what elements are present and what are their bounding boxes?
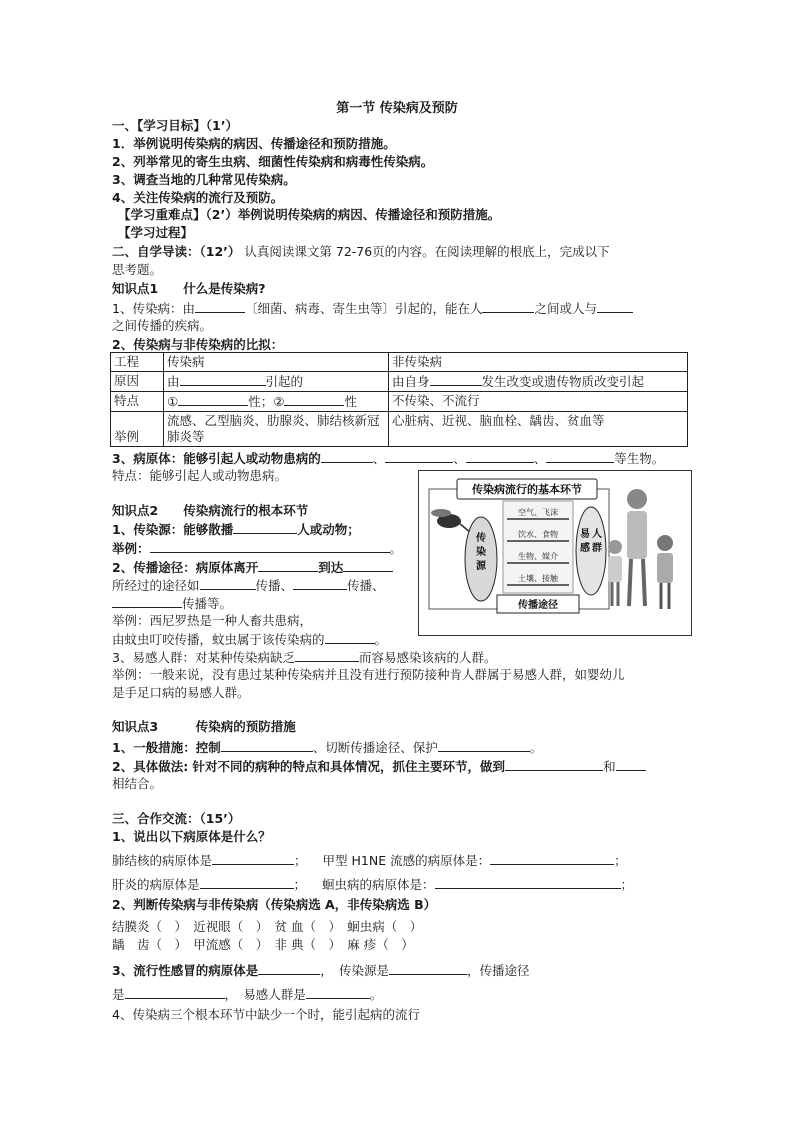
q-text: 肺结核的病原体是 <box>112 853 213 868</box>
q-sep: ； <box>614 853 627 868</box>
s3-q2-row2: 龋 齿（ ） 甲流感（ ） 非 典（ ） 麻 疹（ ） <box>112 937 414 952</box>
blank-field[interactable] <box>112 595 182 608</box>
key-points: 【学习重难点】（2’）举例说明传染病的病因、传播途径和预防措施。 <box>118 207 501 222</box>
blank-field[interactable] <box>200 577 256 590</box>
section-2-intro <box>112 244 610 260</box>
blank-field[interactable] <box>293 577 347 590</box>
table-cell: 不传染、不流行 <box>389 392 688 412</box>
kp1-pathogen-text: 3、病原体：能够引起人或动物患病的 <box>112 451 321 466</box>
blank-field[interactable] <box>616 758 646 771</box>
table-cell <box>164 392 389 412</box>
kp2-line10: 是手足口病的易感人群。 <box>112 685 250 700</box>
blank-field[interactable] <box>438 739 530 752</box>
figure-title: 传染病流行的基本环节 <box>472 483 582 496</box>
blank-field[interactable] <box>258 962 320 975</box>
kp2-line8 <box>112 649 496 666</box>
q-text: 是 <box>112 987 125 1002</box>
kp3-line3: 相结合。 <box>112 776 163 791</box>
section-2-heading: 二、自学导读：（12’） <box>112 244 241 259</box>
s3-q3-row1 <box>112 962 529 979</box>
blank-field[interactable] <box>233 521 297 534</box>
blank-field[interactable] <box>212 852 294 865</box>
kp2-text: 传播等。 <box>182 596 233 611</box>
table-cell <box>164 372 389 392</box>
cell-text: 引起的 <box>265 374 304 389</box>
kp2-text: 。 <box>389 541 403 556</box>
row-label: 原因 <box>111 372 164 392</box>
kp1-heading: 知识点1 什么是传染病? <box>112 281 266 296</box>
blank-field[interactable] <box>490 852 614 865</box>
child-icon <box>657 535 673 551</box>
table-row <box>111 392 688 412</box>
blank-field[interactable] <box>546 450 614 463</box>
kp2-text: 到达 <box>318 560 344 575</box>
q-text: 肝炎的病原体是 <box>112 877 200 892</box>
kp2-line1 <box>112 521 360 538</box>
kp2-text: 。 <box>374 632 388 647</box>
blank-field[interactable] <box>180 373 266 386</box>
kp1-line1 <box>112 300 633 317</box>
table-cell: 心脏病、近视、脑血栓、龋齿、贫血等 <box>389 412 688 447</box>
s3-q2: 2、判断传染病与非传染病（传染病选 A，非传染病选 B） <box>112 897 437 912</box>
blank-field[interactable] <box>178 393 248 406</box>
kp3-text: 。 <box>529 740 543 755</box>
cell-text: 由 <box>167 374 180 389</box>
kp1-text-a: 1、传染病：由 <box>112 301 195 316</box>
blank-field[interactable] <box>258 559 318 572</box>
separator: 、 <box>533 451 547 466</box>
kp1-compare-title: 2、传染病与非传染病的比拟： <box>112 337 284 352</box>
route-item: 土壤、接触 <box>518 574 558 583</box>
kp2-text: 1、传染源：能够散播 <box>112 522 234 537</box>
goal-1: 1．举例说明传染病的病因、传播途径和预防措施。 <box>112 136 396 151</box>
kp3-line1 <box>112 739 542 756</box>
q-text: 蛔虫病的病原体是： <box>322 877 435 892</box>
kp2-text: 所经过的途径如 <box>112 578 200 593</box>
q-sep: ； <box>293 877 307 892</box>
blank-field[interactable] <box>597 300 633 313</box>
row-label: 举例 <box>111 412 164 447</box>
kp2-text: 传播、 <box>347 578 385 593</box>
svg-text:易: 易 <box>580 529 590 540</box>
blank-field[interactable] <box>306 986 370 999</box>
kp1-feature: 特点：能够引起人或动物患病。 <box>112 468 288 483</box>
goal-4: 4、关注传染病的流行及预防。 <box>112 190 284 205</box>
cell-text: 性；② <box>248 394 285 409</box>
kp1-text-b: 〔细菌、病毒、寄生虫等〕引起的，能在人 <box>244 301 483 316</box>
transmission-figure <box>418 470 692 636</box>
kp2-line5 <box>112 595 232 612</box>
q-text: ，传播途径 <box>466 963 530 978</box>
kp2-line4 <box>112 577 385 594</box>
blank-field[interactable] <box>389 962 467 975</box>
kp1-pathogen-line <box>112 450 664 467</box>
svg-text:人: 人 <box>592 529 602 540</box>
s3-q1-row2 <box>112 876 633 893</box>
comparison-table <box>110 352 688 447</box>
kp2-text: 人或动物； <box>297 522 360 537</box>
route-item: 空气、飞沫 <box>518 508 558 517</box>
blank-field[interactable] <box>200 876 294 889</box>
blank-field[interactable] <box>295 649 359 662</box>
kp1-line1-cont: 之间传播的疾病。 <box>112 318 213 333</box>
kp2-line6: 举例：西尼罗热是一种人畜共患病， <box>112 613 313 628</box>
table-row <box>111 372 688 392</box>
kp1-text-c: 之间或人与 <box>534 301 597 316</box>
blank-field[interactable] <box>284 393 344 406</box>
process-heading: 【学习过程】 <box>118 225 194 240</box>
person-icon <box>627 489 647 509</box>
route-item: 生物、媒介 <box>518 552 558 561</box>
s3-q1-row1 <box>112 852 627 869</box>
q-text: 甲型 H1NE 流感的病原体是： <box>322 853 491 868</box>
blank-field[interactable] <box>150 540 390 553</box>
blank-field[interactable] <box>466 450 534 463</box>
svg-text:群: 群 <box>592 543 602 554</box>
source-label-2: 染 <box>476 547 486 558</box>
source-label-3: 源 <box>476 561 486 572</box>
kp2-line7 <box>112 631 387 648</box>
route-label: 传播途径 <box>518 600 558 611</box>
header-cell: 非传染病 <box>389 353 688 372</box>
mosquito-wing <box>431 509 451 517</box>
blank-field[interactable] <box>482 300 534 313</box>
q-text: ， 传染源是 <box>320 963 389 978</box>
blank-field[interactable] <box>195 300 245 313</box>
figure-illustration <box>419 471 691 635</box>
kp2-text: 举例： <box>112 541 150 556</box>
kp3-heading: 知识点3 传染病的预防措施 <box>112 719 296 734</box>
kp3-line2 <box>112 758 646 775</box>
separator: 、 <box>453 451 466 466</box>
q-sep: ； <box>294 853 307 868</box>
table-row <box>111 412 688 447</box>
blank-field[interactable] <box>125 986 225 999</box>
blank-field[interactable] <box>435 876 621 889</box>
table-cell: 流感、乙型脑炎、肋腺炎、肺结核新冠肺炎等 <box>164 412 389 447</box>
cell-text: 发生改变或遗传物质改变引起 <box>481 374 645 389</box>
kp2-text: 3、易感人群：对某种传染病缺乏 <box>112 650 295 665</box>
s3-q2-row1: 结膜炎（ ） 近视眼（ ） 贫 血（ ） 蛔虫病（ ） <box>112 919 423 934</box>
q-sep: ； <box>620 877 634 892</box>
kp3-text: 1、一般措施：控制 <box>112 740 221 755</box>
table-header-row <box>111 353 688 372</box>
section-1-heading: 一、【学习目标】（1’） <box>112 118 238 133</box>
kp3-text: 2、具体做法: 针对不同的病种的特点和具体情况，抓住主要环节，做到 <box>112 759 506 774</box>
q-text: 。 <box>369 987 383 1002</box>
cell-text: 性 <box>344 394 357 409</box>
kp2-text: 2、传播途径：病原体离开 <box>112 560 259 575</box>
kp3-text: 和 <box>603 759 616 774</box>
cell-text: ① <box>167 394 179 409</box>
kp1-pathogen-end: 等生物。 <box>614 451 665 466</box>
section-3-heading: 三、合作交流：（15’） <box>112 811 241 826</box>
page-title: 第一节 传染病及预防 <box>336 101 458 116</box>
blank-field[interactable] <box>430 373 482 386</box>
goal-3: 3、调查当地的几种常见传染病。 <box>112 172 296 187</box>
q-text: ， 易感人群是 <box>224 987 306 1002</box>
svg-text:感: 感 <box>580 543 590 554</box>
header-cell: 工程 <box>111 353 164 372</box>
s3-q3-row2 <box>112 986 382 1003</box>
route-item: 饮水、食物 <box>518 530 558 539</box>
kp2-text: 而容易感染该病的人群。 <box>358 650 497 665</box>
kp3-text: 、切断传播途径、保护 <box>312 740 438 755</box>
blank-field[interactable] <box>385 450 453 463</box>
source-ellipse <box>465 517 497 601</box>
row-label: 特点 <box>111 392 164 412</box>
kp2-text: 由蚊虫叮咬传播，蚊虫属于该传染病的 <box>112 632 325 647</box>
blank-field[interactable] <box>343 559 393 572</box>
kp2-text: 传播、 <box>255 578 294 593</box>
kp2-heading: 知识点2 传染病流行的根本环节 <box>112 503 309 518</box>
kp2-line2 <box>112 540 402 557</box>
source-label-1: 传 <box>476 533 486 544</box>
blank-field[interactable] <box>505 758 603 771</box>
blank-field[interactable] <box>321 450 373 463</box>
s3-q4: 4、传染病三个根本环节中缺少一个时，能引起病的流行 <box>112 1007 420 1022</box>
kp2-line9: 举例：一般来说，没有患过某种传染病并且没有进行预防接种肯人群属于易感人群，如婴幼儿 <box>112 667 625 682</box>
goal-2: 2、列举常见的寄生虫病、细菌性传染病和病毒性传染病。 <box>112 154 434 169</box>
section-2-text: 认真阅读课文第 72-76页的内容。在阅读理解的根底上，完成以下 <box>244 244 610 259</box>
section-2-text-cont: 思考题。 <box>112 262 163 277</box>
separator: 、 <box>372 451 386 466</box>
q-text: 3、流行性感冒的病原体是 <box>112 963 259 978</box>
blank-field[interactable] <box>221 739 313 752</box>
table-cell <box>389 372 688 392</box>
cell-text: 由自身 <box>392 374 430 389</box>
child-icon <box>608 540 622 554</box>
kp2-line3 <box>112 559 393 576</box>
header-cell: 传染病 <box>164 353 389 372</box>
blank-field[interactable] <box>325 631 375 644</box>
s3-q1: 1、说出以下病原体是什么？ <box>112 829 271 844</box>
